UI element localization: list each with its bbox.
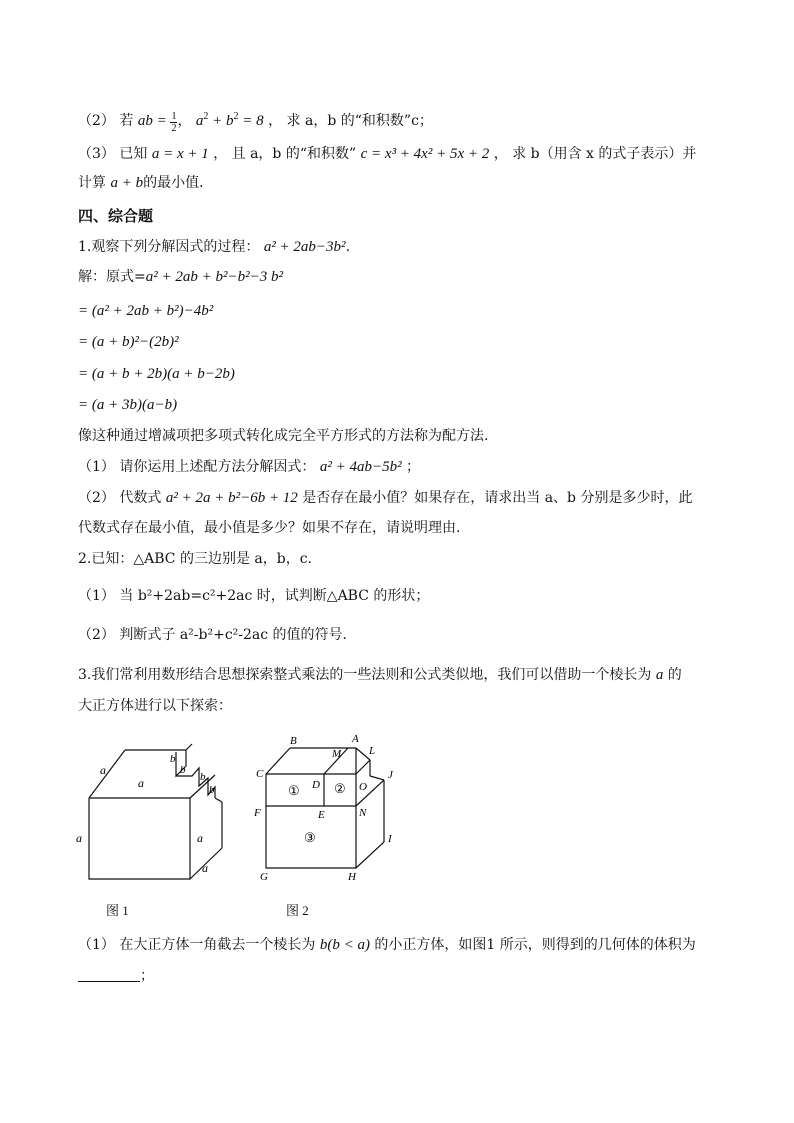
condition-sum-squares: $a^2 + b^2 = 8$ [195,111,264,129]
text: 在大正方体一角截去一个棱长为 [119,937,316,953]
fig1-label-a-top: a [138,776,144,790]
problem-3-sub-1-line2 [78,967,154,985]
text: ； [406,459,421,475]
problem-1-sub-1 [78,458,420,476]
fig2-label-H: H [348,871,356,883]
text: 请你运用上述配方法分解因式： [119,459,316,475]
fig1-label-a-top-left: a [100,763,106,777]
fig2-label-B: B [290,735,297,747]
problem-2-sub-1 [78,587,429,605]
solution-line [78,268,283,286]
text: 当 b²+2ab=c²+2ac 时，试判断△ABC 的形状； [119,588,430,604]
expression: b(b < a) [319,937,370,953]
question-number: （2） [78,490,115,506]
sum-expression: a + b [110,175,144,191]
expression: a² + 2ab + b²−b²−3 b² [145,269,283,285]
fig2-label-C: C [256,768,264,780]
expression: a² + 2ab−3b² [263,239,346,255]
fig2-label-E: E [318,809,325,821]
text: 是否存在最小值？如果存在，请求出当 a、b 分别是多少时，此 [302,490,693,506]
problem-1-intro [78,238,350,256]
fig2-label-M: M [332,748,342,760]
question-number: （1） [78,588,115,604]
solution-step-4: = (a + 3b)(a−b) [78,397,178,413]
text: 的 [667,667,682,683]
question-number: （1） [78,937,115,953]
solution-step-1: = (a² + 2ab + b²)−4b² [78,303,214,319]
expression: a² + 2a + b²−6b + 12 [165,490,298,506]
fig1-label-b4: b [209,784,215,796]
question-2: （2） 若 ab = $\frac{1}{2}$ ， $a^2 + b^2 = 8$ ， 求 a，b 的“和积数”c； [78,111,433,134]
fig1-label-b2: b [180,764,186,776]
fraction-one-half: $\frac{1}{2}$ [171,111,177,134]
question-number: （1） [78,459,115,475]
problem-1-sub-2-line2: 代数式存在最小值，最小值是多少？如果不存在，请说明理由. [78,520,461,536]
question-text: ， 求 a，b 的“和积数”c； [268,113,433,129]
fig1-label-b3: b [200,771,206,783]
question-3-line2 [78,174,213,192]
fig2-region-2: ② [334,781,346,796]
text: 代数式 [119,490,162,506]
fig2-label-N: N [359,807,367,819]
text: 判断式子 a²-b²+c²-2ac 的值的符号． [119,627,357,643]
fig1-label-b1: b [170,753,176,765]
question-number: （2） [78,113,115,129]
problem-3-intro-line2: 大正方体进行以下探索： [78,698,232,714]
question-3 [78,145,696,163]
fig1-label-a-bottom: a [202,861,208,875]
solution-label: 解：原式= [78,269,146,285]
fig1-label-a-right: a [197,831,203,845]
question-number: （2） [78,627,115,643]
fig2-label-I: I [388,833,392,845]
text: 计算 [78,175,106,191]
fig2-label-F: F [254,807,261,819]
text: 的小正方体，如图1 所示，则得到的几何体的体积为 [374,937,696,953]
question-prefix: 已知 [119,146,148,162]
text: . [345,239,351,255]
text: ； [140,968,154,984]
fig2-label-G: G [260,871,268,883]
expression: a² + 4ab−5b² [319,459,402,475]
method-text: 像这种通过增减项把多项式转化成完全平方形式的方法称为配方法. [78,428,489,444]
text: 3.我们常利用数形结合思想探索整式乘法的一些法则和公式类似地，我们可以借助一个棱长为 [78,667,652,683]
problem-3-intro [78,666,682,684]
fig2-label-J: J [388,769,393,781]
question-prefix: 若 [119,113,134,129]
text: 的最小值． [143,175,214,191]
problem-2-sub-2 [78,626,357,644]
problem-1-sub-2 [78,489,692,507]
problem-3-sub-1 [78,936,696,954]
question-number: （3） [78,146,115,162]
fig2-label-D: D [312,779,320,791]
section-title: 四、综合题 [78,207,154,225]
question-mid: ， 且 a，b 的“和积数” [213,146,357,162]
fig1-label-a-left: a [76,831,82,845]
condition-ab: ab = $\frac{1}{2}$ [137,111,177,134]
fig2-label-A: A [352,733,359,745]
variable-a: a [655,667,664,683]
figure-1-caption: 图 1 [106,903,129,918]
solution-step-3: = (a + b + 2b)(a + b−2b) [78,366,235,382]
fig2-label-L: L [369,745,376,757]
fig2-label-O: O [359,781,367,793]
question-tail: ， 求 b（用含 x 的式子表示）并 [493,146,697,162]
solution-step-2: = (a + b)²−(2b)² [78,334,179,350]
fig2-region-3: ③ [304,830,316,845]
condition-a: a = x + 1 [151,146,209,162]
answer-blank[interactable] [78,967,140,982]
problem-2-intro: 2.已知：△ABC 的三边别是 a，b，c. [78,551,312,567]
c-expression: c = x³ + 4x² + 5x + 2 [360,146,490,162]
figure-2-cube [248,730,418,890]
text: 1.观察下列分解因式的过程： [78,239,260,255]
fig2-region-1: ① [288,783,300,798]
figure-2-caption: 图 2 [286,903,309,918]
figure-1-cube [70,740,240,890]
